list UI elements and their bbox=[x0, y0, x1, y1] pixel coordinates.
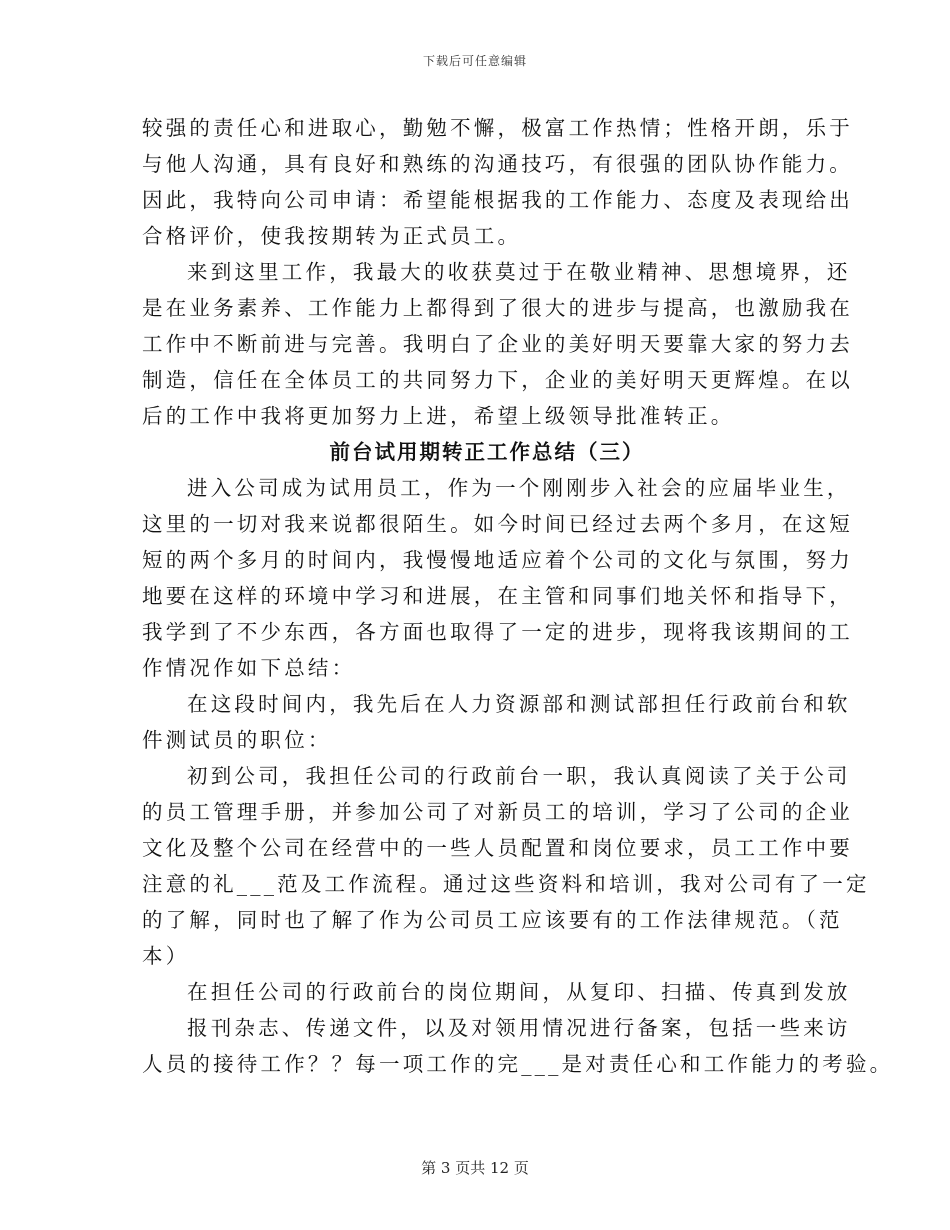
text-line: 报刊杂志、传递文件，以及对领用情况进行备案，包括一些来访 bbox=[187, 1016, 851, 1040]
text-line: 制造，信任在全体员工的共同努力下，企业的美好明天更辉煌。在以 bbox=[142, 368, 853, 392]
text-line: 件测试员的职位： bbox=[142, 728, 332, 752]
text-line: 的员工管理手册，并参加公司了对新员工的培训，学习了公司的企业 bbox=[142, 800, 853, 824]
text-line: 与他人沟通，具有良好和熟练的沟通技巧，有很强的团队协作能力。 bbox=[142, 152, 853, 176]
text-line: 的了解，同时也了解了作为公司员工应该要有的工作法律规范。（范 bbox=[142, 908, 843, 932]
text-line: 合格评价，使我按期转为正式员工。 bbox=[142, 224, 522, 248]
text-line: 在担任公司的行政前台的岗位期间，从复印、扫描、传真到发放 bbox=[187, 980, 851, 1004]
text-line: 后的工作中我将更加努力上进，希望上级领导批准转正。 bbox=[142, 404, 735, 428]
text-line: 地要在这样的环境中学习和进展，在主管和同事们地关怀和指导下， bbox=[142, 584, 853, 608]
text-line: 本） bbox=[142, 944, 190, 968]
text-line: 我学到了不少东西，各方面也取得了一定的进步，现将我该期间的工 bbox=[142, 620, 853, 644]
document-body bbox=[142, 110, 894, 1082]
section-title: 前台试用期转正工作总结（三） bbox=[329, 440, 645, 464]
text-line: 进入公司成为试用员工，作为一个刚刚步入社会的应届毕业生， bbox=[187, 476, 851, 500]
text-line: 文化及整个公司在经营中的一些人员配置和岗位要求，员工工作中要 bbox=[142, 836, 853, 860]
text-line: 作情况作如下总结： bbox=[142, 656, 356, 680]
text-line: 短的两个多月的时间内，我慢慢地适应着个公司的文化与氛围，努力 bbox=[142, 548, 853, 572]
text-line: 来到这里工作，我最大的收获莫过于在敬业精神、思想境界，还 bbox=[187, 260, 851, 284]
text-line: 注意的礼___范及工作流程。通过这些资料和培训，我对公司有了一定 bbox=[142, 872, 870, 896]
text-line: 因此，我特向公司申请：希望能根据我的工作能力、态度及表现给出 bbox=[142, 188, 853, 212]
text-line: 是在业务素养、工作能力上都得到了很大的进步与提高，也激励我在 bbox=[142, 296, 853, 320]
text-line: 在这段时间内，我先后在人力资源部和测试部担任行政前台和软 bbox=[187, 692, 851, 716]
text-line: 初到公司，我担任公司的行政前台一职，我认真阅读了关于公司 bbox=[187, 764, 851, 788]
page-header: 下载后可任意编辑 bbox=[422, 54, 527, 68]
text-line: 这里的一切对我来说都很陌生。如今时间已经过去两个多月，在这短 bbox=[142, 512, 853, 536]
page-footer: 第 3 页共 12 页 bbox=[421, 1159, 529, 1177]
text-line: 人员的接待工作？？每一项工作的完___是对责任心和工作能力的考验。 bbox=[142, 1052, 894, 1076]
text-line: 较强的责任心和进取心，勤勉不懈，极富工作热情；性格开朗，乐于 bbox=[142, 116, 853, 140]
text-line: 工作中不断前进与完善。我明白了企业的美好明天要靠大家的努力去 bbox=[142, 332, 853, 356]
